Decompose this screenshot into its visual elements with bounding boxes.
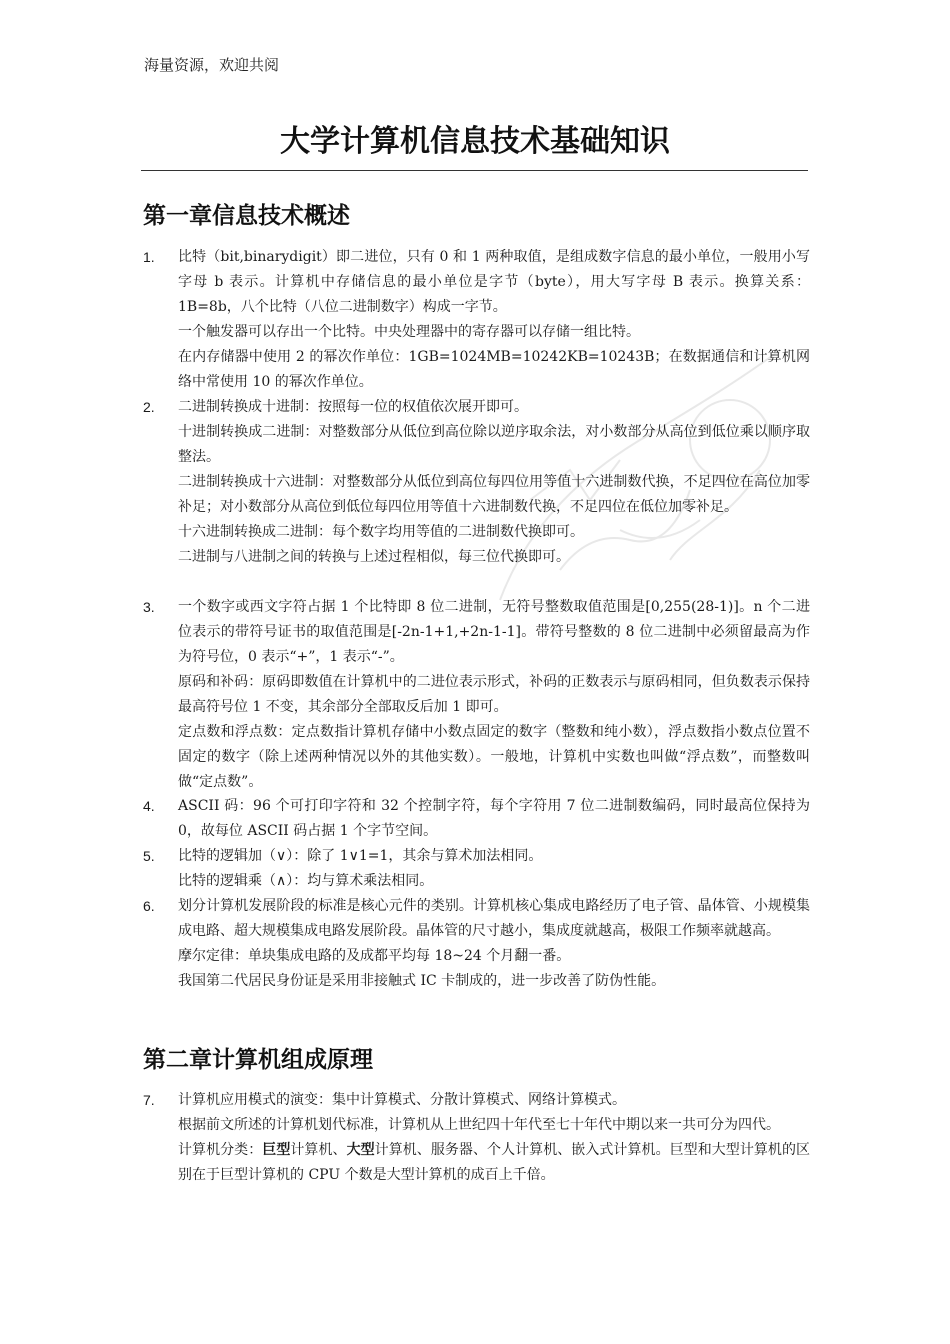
list-item-2 (143, 395, 813, 570)
paragraph: 我国第二代居民身份证是采用非接触式 IC 卡制成的，进一步改善了防伪性能。 (178, 973, 666, 989)
paragraph: 二进制与八进制之间的转换与上述过程相似，每三位代换即可。 (178, 549, 570, 565)
bold-term: 大型 (346, 1142, 375, 1158)
paragraph: 二进制转换成十六进制：对整数部分从低位到高位每四位用等值十六进制数代换，不足四位在高位加零补足；对小数部分从高位到低位每四位用等值十六进制数代换，不足四位在低位加零补足。 (178, 474, 810, 515)
paragraph: 十进制转换成二进制：对整数部分从低位到高位除以逆序取余法，对小数部分从高位到低位乘以顺序取整法。 (178, 424, 810, 465)
paragraph: 定点数和浮点数：定点数指计算机存储中小数点固定的数字（整数和纯小数），浮点数指小数点位置不固定的数字（除上述两种情况以外的其他实数）。一般地，计算机中实数也叫做“浮点数”，而整数叫做“定点数”。 (178, 724, 810, 790)
list-item-1 (143, 245, 813, 395)
paragraph: 摩尔定律：单块集成电路的及成都平均每 18~24 个月翻一番。 (178, 948, 571, 964)
bold-term: 巨型 (262, 1142, 291, 1158)
paragraph: 比特的逻辑乘（∧）：均与算术乘法相同。 (178, 873, 434, 889)
item-number: 5. (143, 848, 155, 864)
item-number: 2. (143, 399, 155, 415)
paragraph: 十六进制转换成二进制：每个数字均用等值的二进制数代换即可。 (178, 524, 584, 540)
paragraph: 一个触发器可以存出一个比特。中央处理器中的寄存器可以存储一组比特。 (178, 324, 640, 340)
paragraph: 比特（bit,binarydigit）即二进位，只有 0 和 1 两种取值，是组成数字信息的最小单位，一般用小写字母 b 表示。计算机中存储信息的最小单位是字节（byte），用大写字母 B 表示。换算关系：1B=8b，八个比特（八位二进制数字）构成一字节。 (178, 249, 810, 315)
page-header: 海量资源，欢迎共阅 (144, 56, 280, 74)
item-number: 4. (143, 798, 155, 814)
list-item-6 (143, 894, 813, 994)
paragraph: 根据前文所述的计算机划代标准，计算机从上世纪四十年代至七十年代中期以来一共可分为四代。 (178, 1117, 780, 1133)
chapter-2-title: 第二章计算机组成原理 (143, 1047, 373, 1073)
text-run: 计算机、服务器、个人计算机、嵌入式计算机。巨型和大型计算机的区别在于巨型计算机的 CPU 个数是大型计算机的成百上千倍。 (178, 1142, 811, 1183)
paragraph: 在内存储器中使用 2 的幂次作单位：1GB=1024MB=10242KB=10243B；在数据通信和计算机网络中常使用 10 的幂次作单位。 (178, 349, 810, 390)
item-number: 1. (143, 249, 155, 265)
item-number: 7. (143, 1092, 155, 1108)
document-title: 大学计算机信息技术基础知识 (280, 124, 670, 159)
paragraph: 计算机应用模式的演变：集中计算模式、分散计算模式、网络计算模式。 (178, 1092, 626, 1108)
paragraph: 二进制转换成十进制：按照每一位的权值依次展开即可。 (178, 399, 528, 415)
item-number: 3. (143, 599, 155, 615)
paragraph-classification (178, 1138, 810, 1188)
paragraph: 划分计算机发展阶段的标准是核心元件的类别。计算机核心集成电路经历了电子管、晶体管、小规模集成电路、超大规模集成电路发展阶段。晶体管的尺寸越小，集成度就越高，极限工作频率就越高。 (178, 898, 810, 939)
list-item-4 (143, 794, 813, 844)
text-run: 计算机分类： (178, 1142, 263, 1158)
list-item-3 (143, 595, 813, 795)
chapter-1-title: 第一章信息技术概述 (143, 203, 350, 229)
paragraph: ASCII 码：96 个可打印字符和 32 个控制字符，每个字符用 7 位二进制数编码，同时最高位保持为 0，故每位 ASCII 码占据 1 个字节空间。 (178, 798, 810, 839)
list-item-7 (143, 1088, 813, 1188)
title-divider (141, 170, 808, 171)
paragraph: 原码和补码：原码即数值在计算机中的二进位表示形式，补码的正数表示与原码相同，但负数表示保持最高符号位 1 不变，其余部分全部取反后加 1 即可。 (178, 674, 810, 715)
item-number: 6. (143, 898, 155, 914)
text-run: 计算机、 (290, 1142, 347, 1158)
paragraph: 比特的逻辑加（∨）：除了 1∨1=1，其余与算术加法相同。 (178, 848, 543, 864)
paragraph: 一个数字或西文字符占据 1 个比特即 8 位二进制，无符号整数取值范围是[0,255(28-1)]。n 个二进位表示的带符号证书的取值范围是[-2n-1+1,+2n-1-1]。带符号整数的 8 位二进制中必须留最高为作为符号位，0 表示“+”，1 表示“-”。 (178, 599, 810, 665)
list-item-5 (143, 844, 813, 894)
